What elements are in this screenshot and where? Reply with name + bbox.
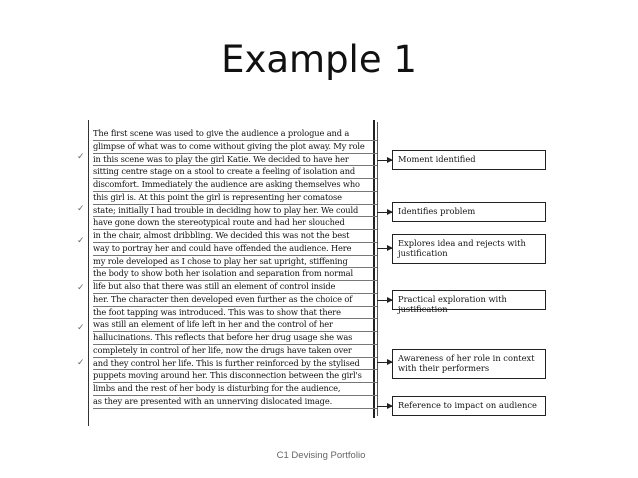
margin-tick-mark: ✓ — [77, 283, 85, 293]
margin-tick-mark: ✓ — [77, 323, 85, 333]
text-line: limbs and the rest of her body is disturbing for the audience, — [93, 383, 377, 396]
annotation-arrow — [377, 160, 392, 161]
annotation-arrow — [377, 212, 392, 213]
annotation-box: Moment identified — [392, 150, 546, 170]
margin-tick-mark: ✓ — [77, 204, 85, 214]
essay-text — [93, 128, 377, 409]
annotation-arrow — [377, 300, 392, 301]
annotation-arrow — [377, 362, 392, 363]
text-line: my role developed as I chose to play her sat upright, stiffening — [93, 256, 377, 269]
annotation-box: Practical exploration with justification — [392, 290, 546, 310]
margin-tick-mark: ✓ — [77, 358, 85, 368]
text-line: her. The character then developed even further as the choice of — [93, 294, 377, 307]
text-line: way to portray her and could have offended the audience. Here — [93, 243, 377, 256]
text-line: this girl is. At this point the girl is representing her comatose — [93, 192, 377, 205]
slide-footer: C1 Devising Portfolio — [276, 450, 366, 461]
text-line: in the chair, almost dribbling. We decided this was not the best — [93, 230, 377, 243]
text-line: have gone down the stereotypical route and had her slouched — [93, 217, 377, 230]
text-line: discomfort. Immediately the audience are asking themselves who — [93, 179, 377, 192]
text-line: the foot tapping was introduced. This was to show that there — [93, 307, 377, 320]
text-line: the body to show both her isolation and separation from normal — [93, 268, 377, 281]
annotation-box: Reference to impact on audience — [392, 396, 546, 416]
text-line: The first scene was used to give the audience a prologue and a — [93, 128, 377, 141]
margin-tick-mark: ✓ — [77, 152, 85, 162]
annotation-box: Explores idea and rejects with justification — [392, 234, 546, 264]
text-line: completely in control of her life, now the drugs have taken over — [93, 345, 377, 358]
scanned-document — [77, 118, 555, 428]
text-line: glimpse of what was to come without giving the plot away. My role — [93, 141, 377, 154]
slide-title: Example 1 — [221, 38, 417, 81]
text-line: in this scene was to play the girl Katie. We decided to have her — [93, 154, 377, 167]
margin-line — [88, 120, 89, 426]
text-line: and they control her life. This is further reinforced by the stylised — [93, 358, 377, 371]
annotation-box: Awareness of her role in context with their performers — [392, 349, 546, 379]
annotation-arrow — [377, 406, 392, 407]
text-line: sitting centre stage on a stool to create a feeling of isolation and — [93, 166, 377, 179]
annotation-box: Identifies problem — [392, 202, 546, 222]
text-line: state; initially I had trouble in deciding how to play her. We could — [93, 205, 377, 218]
text-line: hallucinations. This reflects that before her drug usage she was — [93, 332, 377, 345]
annotation-arrow — [377, 248, 392, 249]
margin-rule-inner — [377, 122, 378, 416]
text-line: was still an element of life left in her and the control of her — [93, 319, 377, 332]
text-line: as they are presented with an unnerving dislocated image. — [93, 396, 377, 409]
text-line: life but also that there was still an element of control inside — [93, 281, 377, 294]
text-line: puppets moving around her. This disconnection between the girl's — [93, 370, 377, 383]
margin-tick-mark: ✓ — [77, 236, 85, 246]
